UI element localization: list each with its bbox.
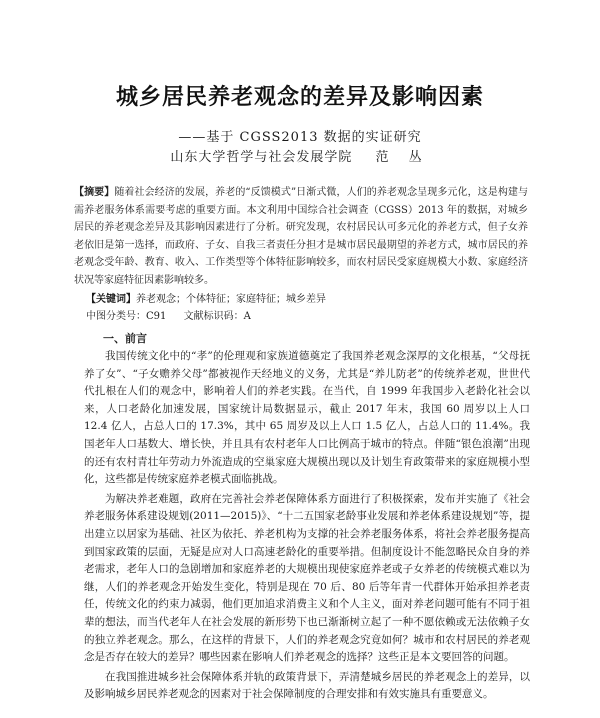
institution: 山东大学哲学与社会发展学院 — [170, 150, 353, 165]
section-body — [84, 348, 530, 706]
document-code: 文献标识码：A — [183, 311, 251, 322]
body-paragraph: 为解决养老难题，政府在完善社会养老保障体系方面进行了积极探索，发布并实施了《社会养老服务体系建设规划(2011—2015)》、“十二五国家老龄事业发展和养老体系建设规划”等，提出建立以居家为基础、社区为依托、养老机构为支撑的社会养老服务体系，将社会养老服务提高到国家政策的层面，无疑是应对人口高速老龄化的重要举措。但制度设计不能忽略民众自身的养老需求，老年人口的急剧增加和家庭养老的大规模出现使家庭养老或子女养老的传统模式难以为继，人们的养老观念开始发生变化，特别是现在 70 后、80 后等年青一代群体开始承担养老责任，传统文化的约束力减弱，他们更加追求消费主义和个人主义，面对养老问题可能有不同于祖辈的想法，而当代老年人在社会发展的新形势下也已渐渐树立起了一种不愿依赖或无法依赖子女的独立养老观念。那么，在这样的背景下，人们的养老观念究竟如何？城市和农村居民的养老观念是否存在较大的差异？哪些因素在影响人们养老观念的选择？这些正是本文要回答的问题。 — [84, 492, 530, 664]
keywords-text: 养老观念；个体特征；家庭特征；城乡差异 — [136, 294, 326, 305]
keywords — [86, 291, 526, 308]
classification-line — [86, 308, 526, 325]
abstract-text: 随着社会经济的发展，养老的“反馈模式”日渐式微，人们的养老观念呈现多元化，这是构建与需养老服务体系需要考虑的重要方面。本文利用中国综合社会调查（CGSS）2013 年的数据，对城乡居民的养老观念差异及其影响因素进行了分析。研究发现，农村居民认可多元化的养老方式，但子女养老依旧是第一选择，而政府、子女、自我三者责任分担才是城市居民最期望的养老方式，城市居民的养老观念受年龄、教育、收入、工作类型等个体特征影响较多，而农村居民受家庭规模大小数、家庭经济状况等家庭特征因素影响较多。 — [74, 187, 528, 286]
clc-number: 中图分类号：C91 — [86, 311, 167, 322]
body-paragraph: 在我国推进城乡社会保障体系并轨的政策背景下，弄清楚城乡居民的养老观念上的差异，以及影响城乡居民养老观念的因素对于社会保障制度的合理安排和有效实施具有重要意义。 — [84, 670, 530, 701]
article-subtitle: ——基于 CGSS2013 数据的实证研究 — [178, 130, 422, 145]
keywords-label: 【关键词】 — [86, 294, 136, 305]
section-heading: 一、前言 — [103, 332, 147, 345]
body-paragraph: 我国传统文化中的“孝”的伦理观和家族道德奠定了我国养老观念深厚的文化根基，“父母抚养了女”、“子女赡养父母”都被视作天经地义的义务，尤其是“养儿防老”的传统养老观，世世代代扎根在人们的观念中，影响着人们的养老实践。在当代，自 1999 年我国步入老龄化社会以来，人口老龄化加速发展，国家统计局数据显示，截止 2017 年末，我国 60 周岁以上人口 12.4 亿人，占总人口的 17.3%，其中 65 周岁及以上人口 1.5 亿人，占总人口的 11.4%。我国老年人口基数大、增长快，并且具有农村老年人口比例高于城市的特点。伴随“银色浪潮”出现的还有农村青壮年劳动力外流造成的空巢家庭大规模出现以及计划生育政策带来的家庭规模小型化，这些都是传统家庭养老模式面临挑战。 — [84, 350, 530, 486]
abstract-label: 【摘要】 — [74, 187, 115, 198]
abstract — [74, 184, 528, 289]
author-name: 范 丛 — [375, 150, 430, 165]
author-affiliation-line — [0, 146, 600, 165]
article-title: 城乡居民养老观念的差异及影响因素 — [115, 85, 484, 110]
